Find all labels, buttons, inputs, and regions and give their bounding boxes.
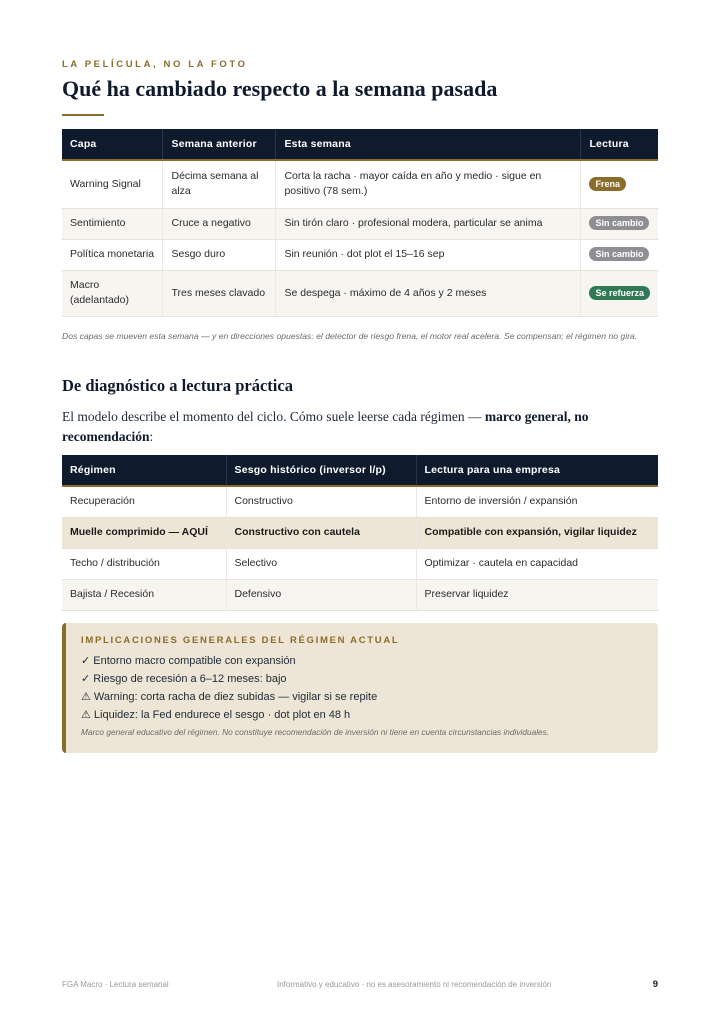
status-badge: Sin cambio <box>589 247 649 261</box>
paragraph-emphasis: marco general, no recomendación <box>62 409 589 444</box>
cell-capa: Política monetaria <box>62 239 163 270</box>
list-item: ⚠ Liquidez: la Fed endurece el sesgo · dot plot en 48 h <box>81 709 351 721</box>
cell-lectura <box>581 270 658 316</box>
footer-brand: FGA Macro · Lectura semanal <box>62 980 169 989</box>
table-row <box>62 239 658 270</box>
cell-anterior: Décima semana al alza <box>163 160 276 208</box>
paragraph-text: El modelo describe el momento del ciclo. Cómo suele leerse cada régimen — <box>62 409 485 424</box>
cell-sesgo: Constructivo <box>226 486 416 517</box>
status-badge: Sin cambio <box>589 216 649 230</box>
cell-esta: Se despega · máximo de 4 años y 2 meses <box>276 270 581 316</box>
changes-table-header <box>62 129 658 160</box>
list-item: ⚠ Warning: corta racha de diez subidas — vigilar si se repite <box>81 691 378 703</box>
cell-esta: Sin tirón claro · profesional modera, particular se anima <box>276 208 581 239</box>
status-badge: Se refuerza <box>589 286 650 300</box>
paragraph-end: : <box>149 429 154 444</box>
table-row <box>62 160 658 208</box>
page-footer <box>62 979 658 993</box>
column-header-lectura: Lectura <box>581 129 658 160</box>
cell-lectura <box>581 160 658 208</box>
cell-sesgo: Constructivo con cautela <box>226 517 416 548</box>
column-header-esta-semana: Esta semana <box>276 129 581 160</box>
cell-regimen: Techo / distribución <box>62 548 226 579</box>
table-row <box>62 270 658 316</box>
cell-esta: Corta la racha · mayor caída en año y medio · sigue en positivo (78 sem.) <box>276 160 581 208</box>
table-row-current <box>62 517 658 548</box>
cell-anterior: Tres meses clavado <box>163 270 276 316</box>
column-header-lectura-empresa: Lectura para una empresa <box>416 455 658 486</box>
table-row <box>62 548 658 579</box>
table-row <box>62 208 658 239</box>
cell-lectura <box>581 239 658 270</box>
table-row <box>62 579 658 610</box>
cell-capa: Warning Signal <box>62 160 163 208</box>
cell-capa: Sentimiento <box>62 208 163 239</box>
column-header-semana-anterior: Semana anterior <box>163 129 276 160</box>
cell-lectura: Compatible con expansión, vigilar liquidez <box>416 517 658 548</box>
section-paragraph <box>62 407 658 447</box>
column-header-sesgo: Sesgo histórico (inversor l/p) <box>226 455 416 486</box>
section-heading: De diagnóstico a lectura práctica <box>62 376 293 395</box>
footer-disclaimer: Informativo y educativo · no es asesoramiento ni recomendación de inversión <box>277 980 552 989</box>
page-number: 9 <box>652 979 658 990</box>
status-badge: Frena <box>589 177 626 191</box>
cell-anterior: Sesgo duro <box>163 239 276 270</box>
list-item: ✓ Riesgo de recesión a 6–12 meses: bajo <box>81 673 287 685</box>
cell-sesgo: Selectivo <box>226 548 416 579</box>
callout-disclaimer: Marco general educativo del régimen. No constituye recomendación de inversión ni tiene en cuenta circunstancias individuales. <box>81 727 550 737</box>
cell-lectura: Optimizar · cautela en capacidad <box>416 548 658 579</box>
regime-table-header <box>62 455 658 486</box>
cell-regimen: Bajista / Recesión <box>62 579 226 610</box>
column-header-capa: Capa <box>62 129 163 160</box>
changes-table-note: Dos capas se mueven esta semana — y en direcciones opuestas: el detector de riesgo frena, el motor real acelera. Se compensan; el régimen no gira. <box>62 331 638 341</box>
column-header-regimen: Régimen <box>62 455 226 486</box>
cell-esta: Sin reunión · dot plot el 15–16 sep <box>276 239 581 270</box>
cell-regimen: Recuperación <box>62 486 226 517</box>
cell-sesgo: Defensivo <box>226 579 416 610</box>
cell-lectura: Entorno de inversión / expansión <box>416 486 658 517</box>
changes-table <box>62 129 658 317</box>
cell-capa: Macro (adelantado) <box>62 270 163 316</box>
table-row <box>62 486 658 517</box>
cell-lectura <box>581 208 658 239</box>
list-item: ✓ Entorno macro compatible con expansión <box>81 655 296 667</box>
implications-callout <box>62 623 658 753</box>
cell-regimen: Muelle comprimido — AQUÍ <box>62 517 226 548</box>
cell-anterior: Cruce a negativo <box>163 208 276 239</box>
section-kicker: LA PELÍCULA, NO LA FOTO <box>62 59 248 70</box>
callout-title: IMPLICACIONES GENERALES DEL RÉGIMEN ACTUAL <box>81 635 400 646</box>
title-underline <box>62 114 104 116</box>
regime-table <box>62 455 658 611</box>
page-title: Qué ha cambiado respecto a la semana pasada <box>62 76 498 101</box>
cell-lectura: Preservar liquidez <box>416 579 658 610</box>
